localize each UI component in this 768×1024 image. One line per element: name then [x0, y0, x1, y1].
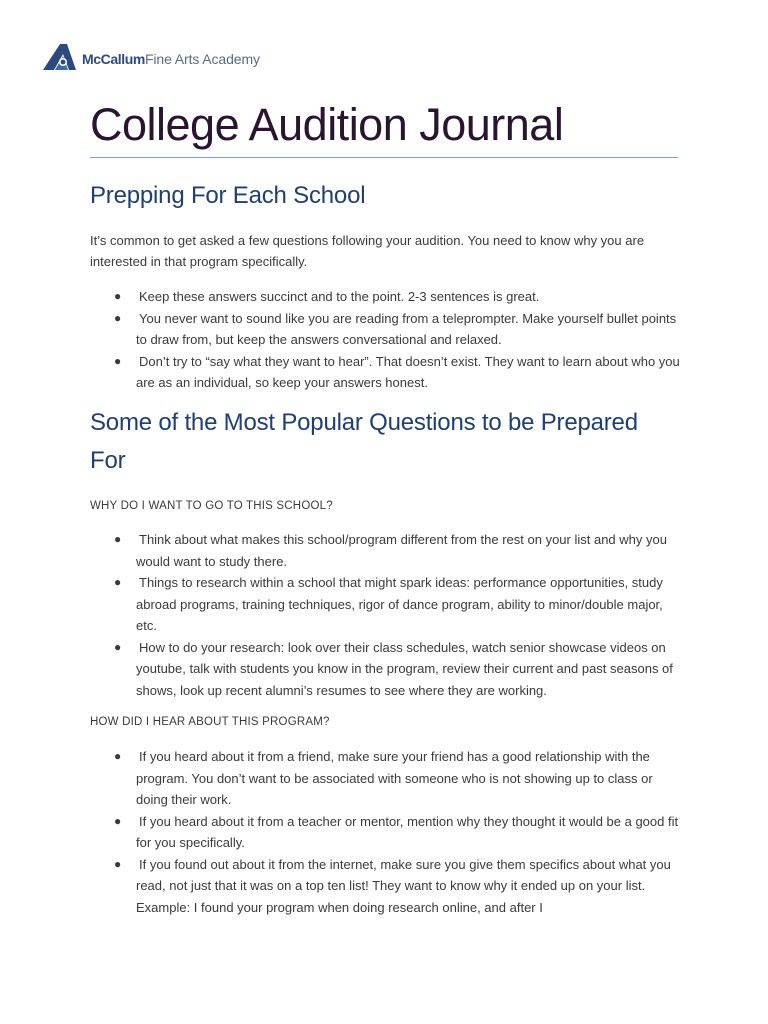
list-item-text: Think about what makes this school/program different from the rest on your list and why you would want to study there.: [136, 532, 667, 569]
bullet-icon: ●: [114, 749, 122, 763]
list-item: [0, 854, 680, 919]
list-item: [0, 746, 680, 811]
list-item: [0, 572, 680, 637]
bullet-icon: ●: [114, 856, 122, 871]
title-divider: [90, 157, 678, 158]
bullet-icon: ●: [114, 813, 122, 828]
list-item-text: If you heard about it from a friend, make sure your friend has a good relationship with the program. You don’t want to be associated with someone who is not showing up to class or doing their work.: [136, 749, 653, 807]
list-item: [0, 308, 680, 351]
list-item-text: If you found out about it from the internet, make sure you give them specifics about what you read, not just that it was on a top ten list! They want to know why it ended up on your list. Example: I found your program when doing research online, and after I: [136, 856, 671, 915]
bullet-icon: ●: [114, 289, 122, 303]
bullet-icon: ●: [114, 532, 122, 546]
list-item-text: If you heard about it from a teacher or mentor, mention why they thought it would be a good fit for you specifically.: [136, 813, 679, 850]
list-item-text: How to do your research: look over their class schedules, watch senior showcase videos on youtube, talk with students you know in the program, review their current and past seasons of shows, look up recent alumni’s resumes to see where they are working.: [136, 639, 673, 698]
bullet-icon: ●: [114, 575, 122, 589]
list-item: [0, 351, 680, 394]
question-heading-how-heard: HOW DID I HEAR ABOUT THIS PROGRAM?: [90, 716, 330, 728]
intro-paragraph: It’s common to get asked a few questions following your audition. You need to know why you are interested in that program specifically.: [90, 233, 645, 269]
logo-subtitle: Fine Arts Academy: [144, 51, 260, 67]
list-item-text: You never want to sound like you are reading from a teleprompter. Make yourself bullet points to draw from, but keep the answers conversational and relaxed.: [136, 310, 677, 347]
prepping-bullet-list: [0, 286, 680, 394]
list-item-text: Keep these answers succinct and to the point. 2-3 sentences is great.: [139, 289, 540, 304]
list-item: [0, 637, 680, 702]
how-heard-bullet-list: [0, 746, 680, 918]
bullet-icon: ●: [114, 310, 122, 325]
bullet-icon: ●: [114, 639, 122, 654]
logo-text: [82, 51, 260, 67]
list-item-text: Things to research within a school that might spark ideas: performance opportunities, study abroad programs, training techniques, rigor of dance program, ability to minor/double major, etc.: [136, 575, 663, 633]
section-heading-prepping: Prepping For Each School: [90, 182, 366, 209]
section-heading-popular-questions: Some of the Most Popular Questions to be Prepared For: [90, 409, 638, 474]
document-title: College Audition Journal: [90, 99, 564, 150]
mccallum-logo-icon: [42, 41, 80, 71]
list-item: [0, 529, 680, 572]
logo: [42, 40, 260, 72]
question-heading-why-school: WHY DO I WANT TO GO TO THIS SCHOOL?: [90, 500, 333, 512]
logo-brand: McCallum: [82, 51, 145, 67]
bullet-icon: ●: [114, 353, 122, 368]
list-item: [0, 286, 680, 308]
why-school-bullet-list: [0, 529, 680, 701]
list-item: [0, 811, 680, 854]
list-item-text: Don’t try to “say what they want to hear”. That doesn’t exist. They want to learn about who you are as an individual, so keep your answers honest.: [136, 353, 680, 390]
